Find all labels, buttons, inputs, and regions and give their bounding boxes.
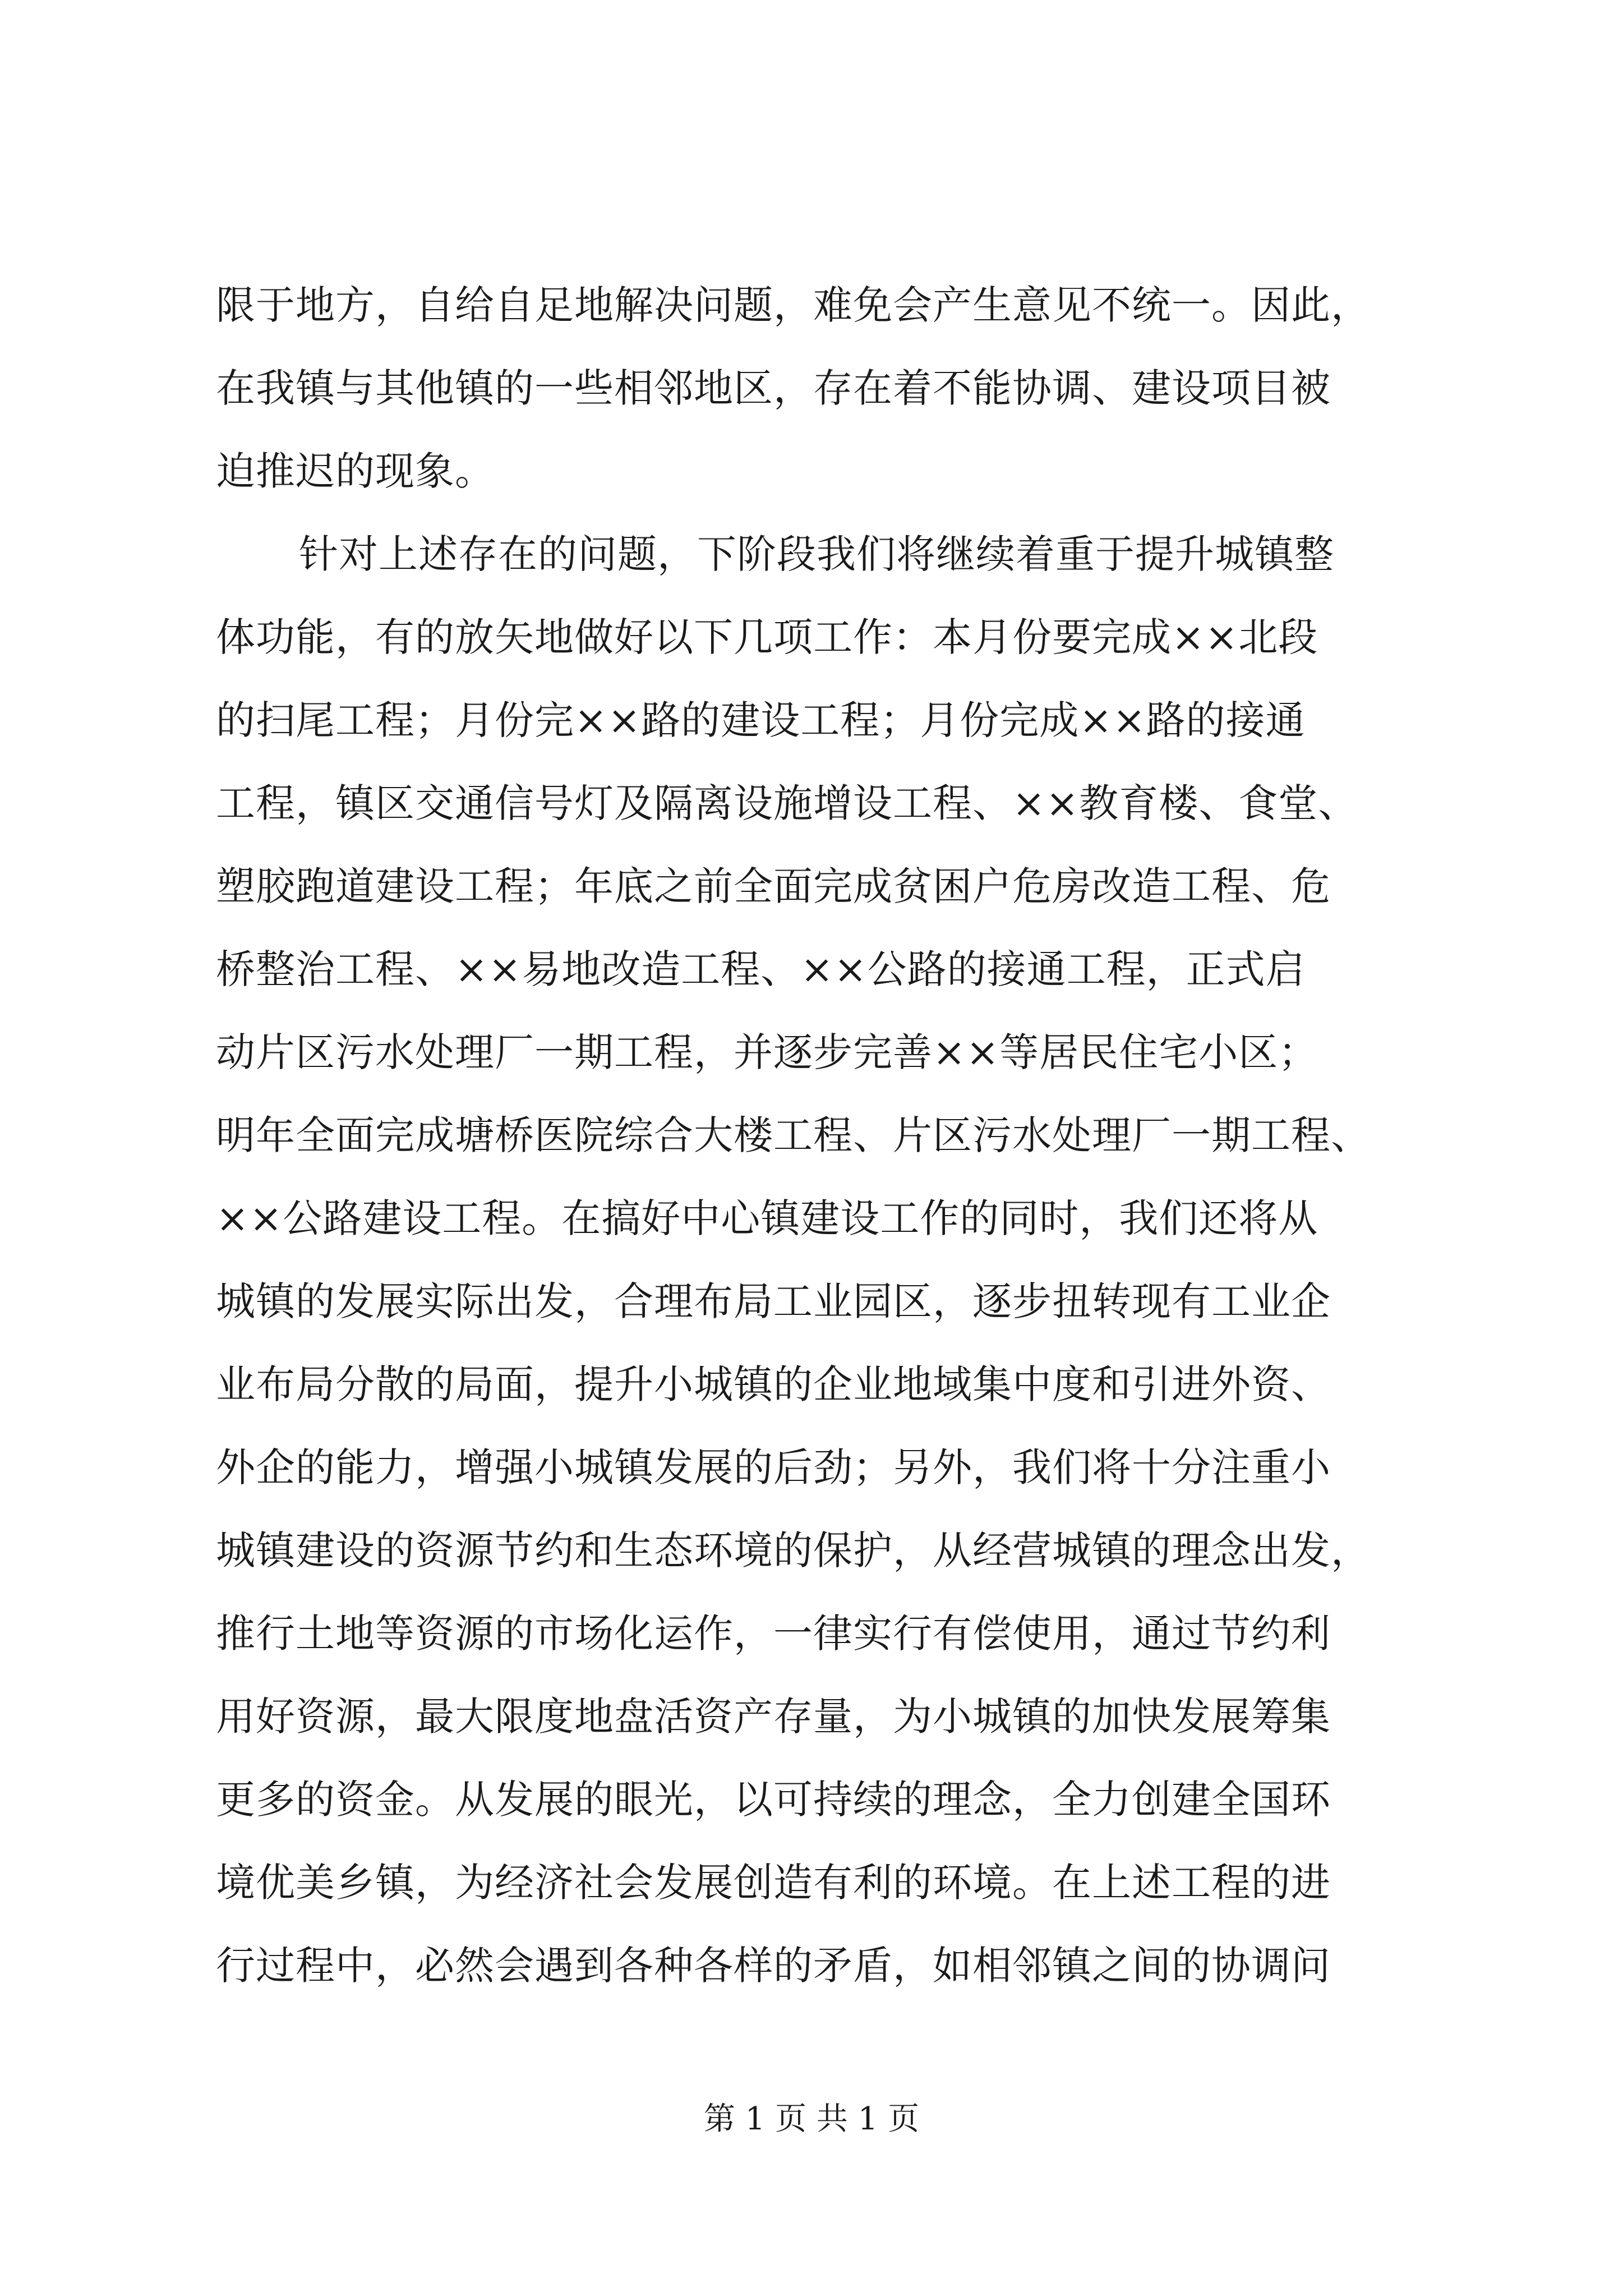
text-line: 城镇建设的资源节约和生态环境的保护，从经营城镇的理念出发， [216,1527,1371,1573]
text-line: 更多的资金。从发展的眼光，以可持续的理念，全力创建全国环 [216,1777,1331,1823]
text-line: 动片区污水处理厂一期工程，并逐步完善××等居民住宅小区； [216,1029,1318,1075]
text-line: 体功能，有的放矢地做好以下几项工作：本月份要完成××北段 [216,614,1318,660]
text-line: 业布局分散的局面，提升小城镇的企业地域集中度和引进外资、 [216,1361,1331,1407]
text-line: ××公路建设工程。在搞好中心镇建设工作的同时，我们还将从 [216,1195,1318,1241]
text-line: 用好资源，最大限度地盘活资产存量，为小城镇的加快发展筹集 [216,1694,1331,1740]
page-footer [0,2097,1623,2142]
text-line: 城镇的发展实际出发，合理布局工业园区，逐步扭转现有工业企 [216,1278,1331,1324]
page-number-label: 第 1 页 共 1 页 [703,2101,920,2137]
body-text [216,264,1416,2173]
text-line: 在我镇与其他镇的一些相邻地区，存在着不能协调、建设项目被 [216,365,1331,411]
text-line: 针对上述存在的问题，下阶段我们将继续着重于提升城镇整 [299,531,1334,577]
text-line: 桥整治工程、××易地改造工程、××公路的接通工程，正式启 [216,946,1306,992]
text-line: 工程，镇区交通信号灯及隔离设施增设工程、××教育楼、食堂、 [216,780,1358,826]
text-line: 明年全面完成塘桥医院综合大楼工程、片区污水处理厂一期工程、 [216,1112,1371,1158]
text-line [216,2007,1416,2090]
text-line: 塑胶跑道建设工程；年底之前全面完成贫困户危房改造工程、危 [216,863,1331,909]
text-line: 推行土地等资源的市场化运作，一律实行有偿使用，通过节约利 [216,1611,1331,1657]
text-line: 的扫尾工程；月份完××路的建设工程；月份完成××路的接通 [216,697,1306,743]
text-line: 限于地方，自给自足地解决问题，难免会产生意见不统一。因此， [216,282,1371,328]
paragraph-1 [216,264,1416,513]
paragraph-2 [216,513,1416,2173]
text-line: 境优美乡镇，为经济社会发展创造有利的环境。在上述工程的进 [216,1860,1331,1906]
text-line: 迫推迟的现象。 [216,448,495,494]
text-line: 外企的能力，增强小城镇发展的后劲；另外，我们将十分注重小 [216,1444,1331,1490]
text-line: 行过程中，必然会遇到各种各样的矛盾，如相邻镇之间的协调问 [216,1943,1331,1989]
